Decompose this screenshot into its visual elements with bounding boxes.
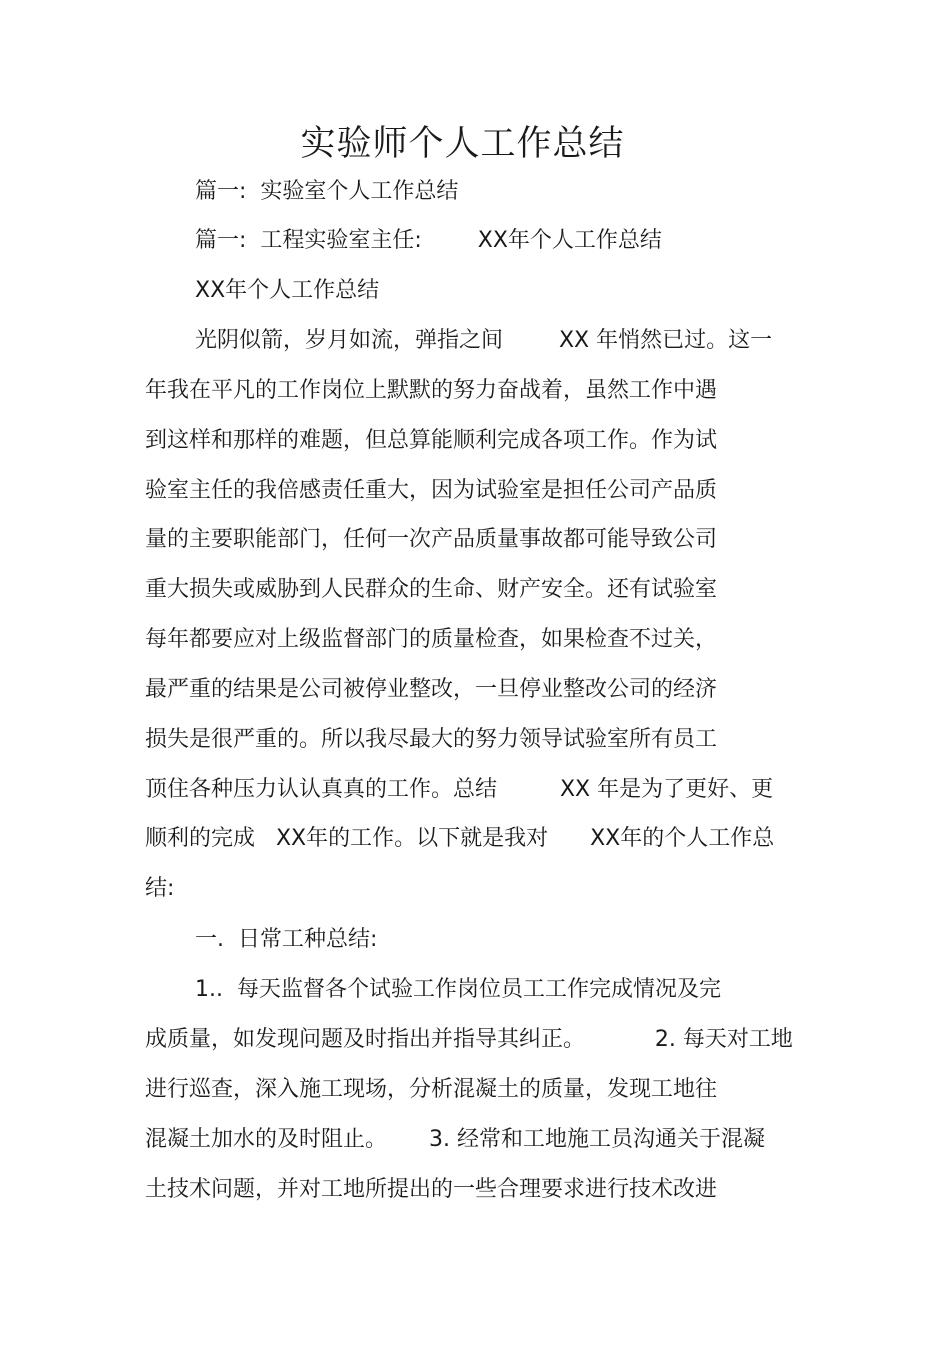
text-line-5: 年我在平凡的工作岗位上默默的努力奋战着，虽然工作中遇: [145, 378, 718, 403]
text-line-13: 顶住各种压力认认真真的工作。总结 XX 年是为了更好、更: [145, 777, 774, 802]
text-line-14: 顺利的完成 XX年的工作。以下就是我对 XX年的个人工作总: [145, 826, 775, 851]
text-line-9: 重大损失或威胁到人民群众的生命、财产安全。还有试验室: [145, 577, 718, 602]
text-line-12: 损失是很严重的。所以我尽最大的努力领导试验室所有员工: [145, 727, 718, 752]
text-line-21: 土技术问题，并对工地所提出的一些合理要求进行技术改进: [145, 1177, 718, 1202]
text-line-6: 到这样和那样的难题，但总算能顺利完成各项工作。作为试: [145, 428, 718, 453]
text-line-4: 光阴似箭，岁月如流，弹指之间 XX 年悄然已过。这一: [195, 328, 773, 353]
text-line-15: 结:: [145, 876, 175, 901]
text-line-20: 混凝土加水的及时阻止。 3. 经常和工地施工员沟通关于混凝: [145, 1127, 765, 1152]
text-line-19: 进行巡查，深入施工现场，分析混凝土的质量，发现工地往: [145, 1077, 718, 1102]
text-line-10: 每年都要应对上级监督部门的质量检查，如果检查不过关，: [145, 627, 718, 652]
text-line-7: 验室主任的我倍感责任重大，因为试验室是担任公司产品质: [145, 478, 718, 503]
text-line-16: 一. 日常工种总结:: [195, 927, 378, 952]
text-line-18: 成质量，如发现问题及时指出并指导其纠正。 2. 每天对工地: [145, 1027, 793, 1052]
text-line-17: 1.. 每天监督各个试验工作岗位员工工作完成情况及完: [195, 977, 721, 1002]
text-line-2: 篇一: 工程实验室主任: XX年个人工作总结: [195, 228, 662, 253]
text-line-1: 篇一: 实验室个人工作总结: [195, 179, 459, 204]
document-title: 实验师个人工作总结: [300, 124, 625, 164]
text-line-11: 最严重的结果是公司被停业整改，一旦停业整改公司的经济: [145, 677, 718, 702]
text-line-8: 量的主要职能部门，任何一次产品质量事故都可能导致公司: [145, 527, 718, 552]
text-line-3: XX年个人工作总结: [195, 278, 380, 303]
